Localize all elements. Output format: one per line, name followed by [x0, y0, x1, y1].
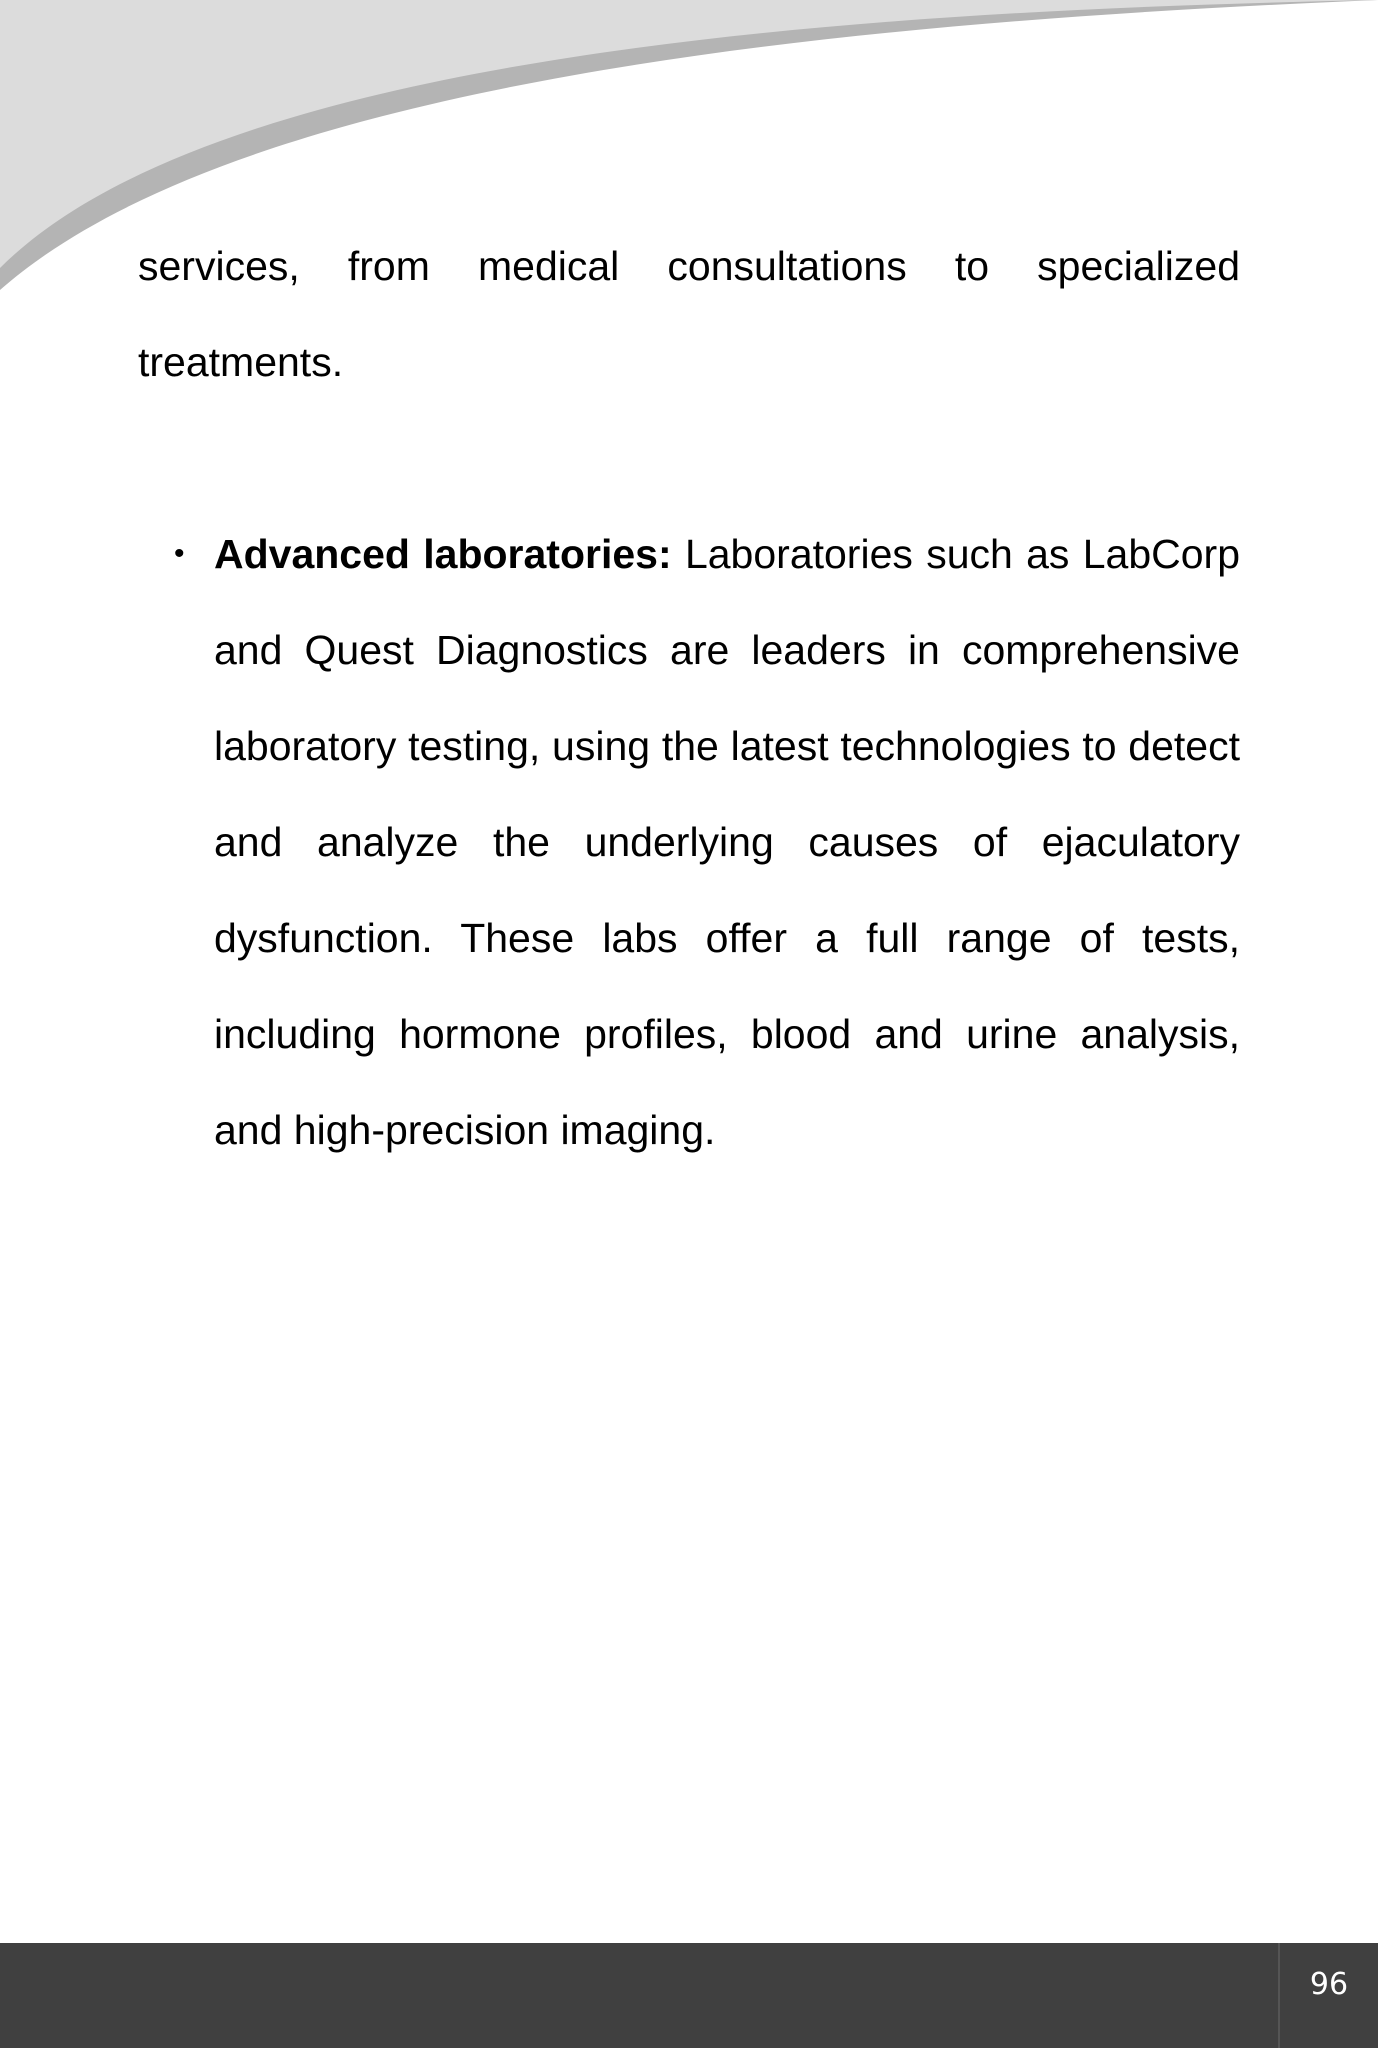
- bullet-text: Laboratories such as LabCorp and Quest Diagnostics are leaders in comprehensive laboratory testing, using the latest technologies to detect and analyze the underlying causes of ejaculatory dysfunction. These labs offer a full range of tests, including hormone profiles, blood and urine analysis, and high-precision imaging.: [214, 531, 1241, 1153]
- main-content: [138, 218, 1240, 1178]
- page-footer: [0, 1943, 1378, 2048]
- page-number: 96: [1309, 1967, 1349, 2002]
- bullet-term: Advanced laboratories:: [214, 531, 672, 577]
- bullet-list: [138, 506, 1240, 1178]
- bullet-dot-icon: •: [174, 537, 185, 570]
- continuation-paragraph: services, from medical consultations to specialized treatments.: [138, 243, 1240, 385]
- bullet-item-advanced-laboratories: [138, 506, 1240, 1178]
